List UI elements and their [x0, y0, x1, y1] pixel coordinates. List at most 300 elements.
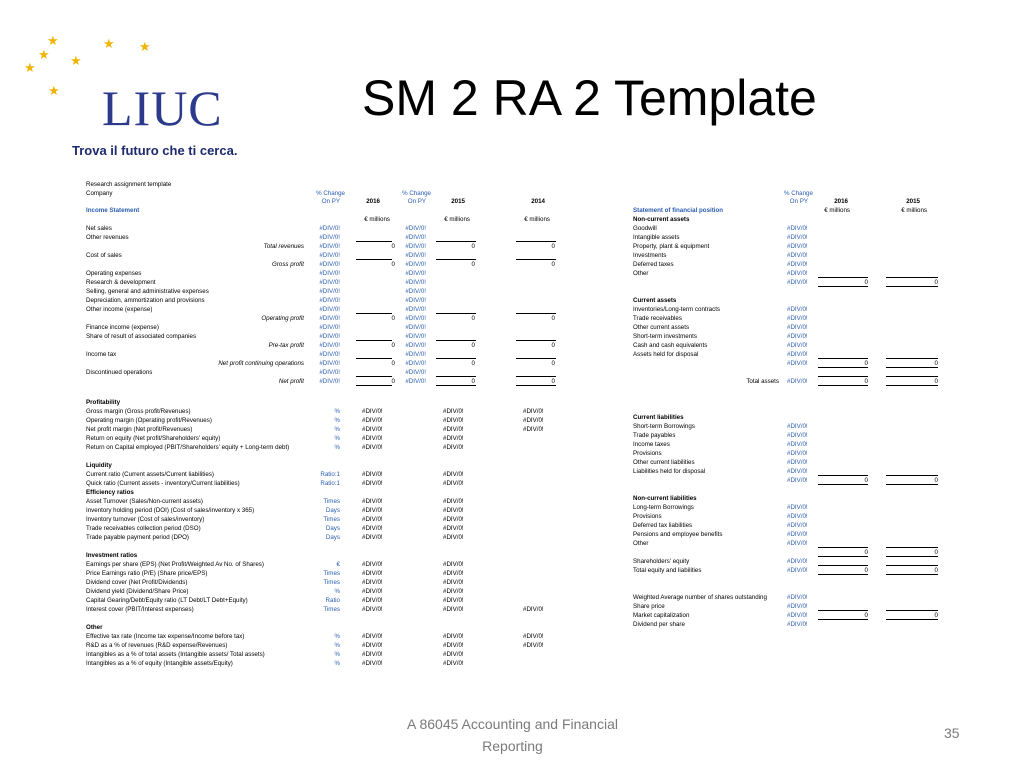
ratio-value-2015: #DIV/0! — [443, 534, 464, 541]
underline — [886, 286, 938, 287]
ratio-unit: Days — [325, 507, 340, 514]
underline — [516, 385, 556, 386]
pct-change-value: #DIV/0! — [319, 306, 340, 313]
underline — [886, 619, 938, 620]
underline — [818, 610, 868, 611]
ratio-unit: % — [334, 633, 340, 640]
underline — [886, 376, 938, 377]
ratio-value-2014: #DIV/0! — [523, 633, 544, 640]
pct-change-value: #DIV/0! — [319, 261, 340, 268]
ratio-label: Effective tax rate (Income tax expense/Income before tax) — [86, 633, 245, 640]
underline — [886, 574, 938, 575]
pct-change-value: #DIV/0! — [787, 378, 808, 385]
ratio-label: Net profit margin (Net profit/Revenues) — [86, 426, 193, 433]
balance-row-label: Investments — [633, 252, 667, 259]
ratio-unit: Days — [325, 525, 340, 532]
pct-change-value: #DIV/0! — [787, 252, 808, 259]
value-2016: 0 — [391, 378, 395, 385]
value-2016: 0 — [864, 279, 868, 286]
value-2015: 0 — [934, 477, 938, 484]
pct-change-value: #DIV/0! — [787, 468, 808, 475]
ratio-unit: Ratio:1 — [320, 480, 340, 487]
balance-row-label: Short-term Borrowings — [633, 423, 695, 430]
balance-row-label: Current liabilities — [633, 414, 684, 421]
on-py-header: On PY — [321, 198, 340, 205]
ratio-value-2015: #DIV/0! — [443, 561, 464, 568]
year-header: 2016 — [366, 198, 380, 205]
underline — [356, 385, 392, 386]
ratio-section-heading: Efficiency ratios — [86, 489, 134, 496]
ratio-value-2015: #DIV/0! — [443, 525, 464, 532]
balance-row-label: Goodwill — [633, 225, 657, 232]
ratio-value-2014: #DIV/0! — [523, 417, 544, 424]
pct-change-value: #DIV/0! — [405, 306, 426, 313]
pct-change-value: #DIV/0! — [405, 315, 426, 322]
pct-change-value: #DIV/0! — [787, 342, 808, 349]
pct-change-value: #DIV/0! — [787, 234, 808, 241]
ratio-value-2015: #DIV/0! — [443, 570, 464, 577]
star-icon: ★ — [47, 33, 59, 48]
underline — [436, 313, 476, 314]
year-header: 2015 — [451, 198, 465, 205]
value-2015: 0 — [471, 261, 475, 268]
pct-change-value: #DIV/0! — [405, 279, 426, 286]
pct-change-value: #DIV/0! — [405, 252, 426, 259]
ratio-label: Inventory holding period (DOI) (Cost of sales/inventory x 365) — [86, 507, 255, 514]
ratio-unit: % — [334, 660, 340, 667]
millions-label: € millions — [824, 207, 850, 214]
value-2014: 0 — [551, 342, 555, 349]
pct-change-value: #DIV/0! — [787, 243, 808, 250]
ratio-value-2016: #DIV/0! — [362, 660, 383, 667]
pct-change-value: #DIV/0! — [787, 306, 808, 313]
ratio-label: Quick ratio (Current assets - inventory/Current liabilities) — [86, 480, 240, 487]
value-2016: 0 — [391, 342, 395, 349]
ratio-unit: % — [334, 588, 340, 595]
ratio-value-2016: #DIV/0! — [362, 435, 383, 442]
underline — [886, 367, 938, 368]
logo-tagline: Trova il futuro che ti cerca. — [72, 143, 238, 158]
pct-change-value: #DIV/0! — [405, 351, 426, 358]
year-header: 2014 — [531, 198, 545, 205]
ratio-label: Price Earnings ratio (P/E) (Share price/EPS) — [86, 570, 208, 577]
income-total-label: Gross profit — [272, 261, 304, 268]
pct-change-value: #DIV/0! — [787, 324, 808, 331]
pct-change-value: #DIV/0! — [405, 261, 426, 268]
underline — [886, 565, 938, 566]
underline — [516, 358, 556, 359]
pct-change-value: #DIV/0! — [319, 225, 340, 232]
ratio-unit: Times — [323, 570, 340, 577]
ratio-value-2015: #DIV/0! — [443, 480, 464, 487]
ratio-value-2015: #DIV/0! — [443, 516, 464, 523]
income-row-label: Finance income (expense) — [86, 324, 159, 331]
ratio-label: R&D as a % of revenues (R&D expense/Revenues) — [86, 642, 228, 649]
pct-change-value: #DIV/0! — [787, 450, 808, 457]
underline — [818, 367, 868, 368]
ratio-label: Gross margin (Gross profit/Revenues) — [86, 408, 191, 415]
ratio-value-2016: #DIV/0! — [362, 570, 383, 577]
pct-change-value: #DIV/0! — [319, 333, 340, 340]
balance-row-label: Total equity and liabilities — [633, 567, 702, 574]
pct-change-value: #DIV/0! — [787, 558, 808, 565]
pct-change-value: #DIV/0! — [319, 324, 340, 331]
pct-change-value: #DIV/0! — [787, 225, 808, 232]
pct-change-value: #DIV/0! — [405, 369, 426, 376]
on-py-header: On PY — [407, 198, 426, 205]
underline — [818, 619, 868, 620]
value-2016: 0 — [864, 378, 868, 385]
ratio-label: Trade payable payment period (DPO) — [86, 534, 189, 541]
pct-change-value: #DIV/0! — [787, 351, 808, 358]
pct-change-value: #DIV/0! — [319, 234, 340, 241]
slide-title: SM 2 RA 2 Template — [362, 70, 817, 126]
income-row-label: Other revenues — [86, 234, 129, 241]
income-row-label: Operating expenses — [86, 270, 142, 277]
balance-row-label: Other current liabilities — [633, 459, 695, 466]
balance-row-label: Provisions — [633, 513, 662, 520]
pct-change-value: #DIV/0! — [787, 333, 808, 340]
pct-change-value: #DIV/0! — [319, 243, 340, 250]
value-2015: 0 — [934, 378, 938, 385]
value-2016: 0 — [864, 477, 868, 484]
income-statement-heading: Income Statement — [86, 207, 140, 214]
value-2015: 0 — [934, 612, 938, 619]
ratio-value-2014: #DIV/0! — [523, 606, 544, 613]
star-icon: ★ — [139, 39, 151, 54]
pct-change-value: #DIV/0! — [405, 270, 426, 277]
ratio-label: Earnings per share (EPS) (Net Profit/Weighted Av No. of Shares) — [86, 561, 264, 568]
value-2014: 0 — [551, 243, 555, 250]
pct-change-value: #DIV/0! — [787, 279, 808, 286]
balance-row-label: Provisions — [633, 450, 662, 457]
ratio-unit: Times — [323, 579, 340, 586]
ratio-value-2016: #DIV/0! — [362, 579, 383, 586]
pct-change-header: % Change — [316, 190, 345, 197]
pct-change-value: #DIV/0! — [319, 288, 340, 295]
balance-row-label: Other — [633, 540, 649, 547]
underline — [436, 259, 476, 260]
balance-row-label: Market capitalization — [633, 612, 690, 619]
value-2016: 0 — [391, 360, 395, 367]
pct-change-value: #DIV/0! — [319, 252, 340, 259]
ratio-label: Intangibles as a % of total assets (Intangible assets/ Total assets) — [86, 651, 265, 658]
pct-change-value: #DIV/0! — [319, 369, 340, 376]
balance-row-label: Share price — [633, 603, 665, 610]
income-row-label: Cost of sales — [86, 252, 122, 259]
ratio-value-2016: #DIV/0! — [362, 597, 383, 604]
pct-change-value: #DIV/0! — [319, 297, 340, 304]
value-2015: 0 — [934, 567, 938, 574]
pct-change-value: #DIV/0! — [787, 459, 808, 466]
underline — [436, 340, 476, 341]
ratio-value-2016: #DIV/0! — [362, 408, 383, 415]
underline — [818, 376, 868, 377]
underline — [886, 385, 938, 386]
value-2015: 0 — [471, 315, 475, 322]
pct-change-value: #DIV/0! — [787, 504, 808, 511]
income-total-label: Operating profit — [261, 315, 304, 322]
ratio-label: Intangibles as a % of equity (Intangible assets/Equity) — [86, 660, 233, 667]
ratio-unit: Times — [323, 516, 340, 523]
balance-row-label: Other — [633, 270, 649, 277]
balance-row-label: Current assets — [633, 297, 677, 304]
income-row-label: Income tax — [86, 351, 117, 358]
income-total-label: Total revenues — [263, 243, 304, 250]
ratio-value-2016: #DIV/0! — [362, 417, 383, 424]
ratio-value-2015: #DIV/0! — [443, 651, 464, 658]
star-icon: ★ — [38, 47, 50, 62]
ratio-value-2016: #DIV/0! — [362, 534, 383, 541]
underline — [818, 556, 868, 557]
ratio-value-2015: #DIV/0! — [443, 426, 464, 433]
value-2015: 0 — [471, 342, 475, 349]
ratio-value-2014: #DIV/0! — [523, 642, 544, 649]
pct-change-value: #DIV/0! — [405, 378, 426, 385]
balance-row-label: Property, plant & equipment — [633, 243, 710, 250]
ratio-value-2016: #DIV/0! — [362, 516, 383, 523]
value-2015: 0 — [471, 243, 475, 250]
value-2016: 0 — [391, 315, 395, 322]
value-2016: 0 — [864, 567, 868, 574]
logo-wordmark: LIUC — [102, 80, 223, 136]
ratio-value-2016: #DIV/0! — [362, 633, 383, 640]
income-row-label: Research & development — [86, 279, 156, 286]
balance-row-label: Inventories/Long-term contracts — [633, 306, 721, 313]
millions-label: € millions — [901, 207, 927, 214]
value-2014: 0 — [551, 360, 555, 367]
year-header: 2016 — [834, 198, 848, 205]
ratio-value-2014: #DIV/0! — [523, 426, 544, 433]
income-row-label: Net sales — [86, 225, 112, 232]
underline — [516, 340, 556, 341]
underline — [886, 358, 938, 359]
pct-change-value: #DIV/0! — [405, 333, 426, 340]
balance-row-label: Trade payables — [633, 432, 676, 439]
ratio-label: Return on equity (Net profit/Shareholders' equity) — [86, 435, 221, 442]
ratio-unit: Times — [323, 498, 340, 505]
underline — [886, 556, 938, 557]
balance-row-label: Trade receivables — [633, 315, 682, 322]
ratio-unit: % — [334, 408, 340, 415]
pct-change-value: #DIV/0! — [319, 342, 340, 349]
ratio-value-2015: #DIV/0! — [443, 444, 464, 451]
ratio-value-2016: #DIV/0! — [362, 588, 383, 595]
underline — [886, 484, 938, 485]
pct-change-value: #DIV/0! — [405, 342, 426, 349]
underline — [886, 610, 938, 611]
pct-change-value: #DIV/0! — [787, 531, 808, 538]
ratio-label: Inventory turnover (Cost of sales/inventory) — [86, 516, 205, 523]
pct-change-value: #DIV/0! — [787, 423, 808, 430]
star-icon: ★ — [48, 83, 60, 98]
pct-change-value: #DIV/0! — [405, 324, 426, 331]
pct-change-value: #DIV/0! — [787, 522, 808, 529]
underline — [516, 241, 556, 242]
ratio-value-2015: #DIV/0! — [443, 642, 464, 649]
value-2015: 0 — [471, 360, 475, 367]
ratio-label: Return on Capital employed (PBIT/Shareholders' equity + Long-term debt) — [86, 444, 290, 451]
underline — [818, 277, 868, 278]
ratio-value-2015: #DIV/0! — [443, 471, 464, 478]
income-total-label: Pre-tax profit — [268, 342, 304, 349]
ratio-unit: % — [334, 417, 340, 424]
underline — [818, 484, 868, 485]
ratio-label: Dividend yield (Dividend/Share Price) — [86, 588, 189, 595]
ratio-value-2016: #DIV/0! — [362, 561, 383, 568]
value-2016: 0 — [864, 549, 868, 556]
ratio-value-2015: #DIV/0! — [443, 435, 464, 442]
sheet-title: Research assignment template — [86, 181, 172, 188]
ratio-section-heading: Liquidity — [86, 462, 112, 469]
ratio-value-2016: #DIV/0! — [362, 426, 383, 433]
ratio-value-2016: #DIV/0! — [362, 480, 383, 487]
on-py-header: On PY — [789, 198, 808, 205]
value-2015: 0 — [934, 549, 938, 556]
pct-change-value: #DIV/0! — [787, 315, 808, 322]
ratio-section-heading: Other — [86, 624, 103, 631]
value-2014: 0 — [551, 378, 555, 385]
ratio-unit: % — [334, 426, 340, 433]
ratio-value-2015: #DIV/0! — [443, 588, 464, 595]
underline — [818, 574, 868, 575]
pct-change-value: #DIV/0! — [319, 315, 340, 322]
underline — [886, 475, 938, 476]
pct-change-value: #DIV/0! — [405, 234, 426, 241]
underline — [886, 547, 938, 548]
underline — [436, 385, 476, 386]
pct-change-value: #DIV/0! — [319, 360, 340, 367]
balance-total-label: Total assets — [746, 378, 779, 385]
value-2015: 0 — [934, 279, 938, 286]
ratio-value-2015: #DIV/0! — [443, 660, 464, 667]
ratio-value-2015: #DIV/0! — [443, 606, 464, 613]
value-2016: 0 — [391, 261, 395, 268]
value-2014: 0 — [551, 261, 555, 268]
pct-change-value: #DIV/0! — [787, 513, 808, 520]
pct-change-value: #DIV/0! — [319, 270, 340, 277]
ratio-value-2016: #DIV/0! — [362, 651, 383, 658]
balance-row-label: Weighted Average number of shares outstanding — [633, 594, 767, 601]
income-total-label: Net profit — [278, 378, 304, 385]
ratio-value-2016: #DIV/0! — [362, 606, 383, 613]
ratio-label: Operating margin (Operating profit/Revenues) — [86, 417, 212, 424]
ratio-unit: Ratio:1 — [320, 471, 340, 478]
ratio-label: Capital Gearing/Debt/Equity ratio (LT Debt/LT Debt+Equity) — [86, 597, 248, 604]
ratio-value-2016: #DIV/0! — [362, 507, 383, 514]
balance-row-label: Assets held for disposal — [633, 351, 699, 358]
balance-row-label: Intangible assets — [633, 234, 680, 241]
ratio-value-2015: #DIV/0! — [443, 408, 464, 415]
pct-change-value: #DIV/0! — [787, 612, 808, 619]
balance-row-label: Deferred tax liabilities — [633, 522, 693, 529]
balance-sheet-heading: Statement of financial position — [633, 207, 724, 214]
ratio-unit: % — [334, 444, 340, 451]
balance-row-label: Other current assets — [633, 324, 690, 331]
pct-change-value: #DIV/0! — [787, 270, 808, 277]
income-row-label: Depreciation, ammortization and provisions — [86, 297, 205, 304]
pct-change-value: #DIV/0! — [787, 261, 808, 268]
company-label: Company — [86, 190, 113, 197]
ratio-value-2016: #DIV/0! — [362, 444, 383, 451]
pct-change-value: #DIV/0! — [787, 621, 808, 628]
pct-change-value: #DIV/0! — [787, 567, 808, 574]
income-row-label: Share of result of associated companies — [86, 333, 197, 340]
underline — [818, 385, 868, 386]
underline — [516, 313, 556, 314]
pct-change-value: #DIV/0! — [787, 603, 808, 610]
income-row-label: Selling, general and administrative expenses — [86, 288, 209, 295]
value-2015: 0 — [471, 378, 475, 385]
balance-row-label: Income taxes — [633, 441, 670, 448]
pct-change-value: #DIV/0! — [319, 378, 340, 385]
pct-change-header: % Change — [402, 190, 431, 197]
ratio-value-2016: #DIV/0! — [362, 471, 383, 478]
underline — [818, 475, 868, 476]
balance-row-label: Pensions and employee benefits — [633, 531, 723, 538]
underline — [436, 358, 476, 359]
underline — [516, 376, 556, 377]
income-row-label: Discontinued operations — [86, 369, 153, 376]
footer-course: A 86045 Accounting and Financial Reporting — [407, 716, 618, 754]
pct-change-value: #DIV/0! — [787, 360, 808, 367]
ratio-label: Trade receivables collection period (DSO) — [86, 525, 201, 532]
ratio-unit: Times — [323, 606, 340, 613]
ratio-value-2016: #DIV/0! — [362, 642, 383, 649]
pct-change-value: #DIV/0! — [787, 540, 808, 547]
balance-row-label: Deferred taxes — [633, 261, 674, 268]
balance-row-label: Non-current liabilities — [633, 495, 697, 502]
underline — [818, 358, 868, 359]
balance-row-label: Long-term Borrowings — [633, 504, 694, 511]
balance-row-label: Shareholders' equity — [633, 558, 690, 565]
value-2016: 0 — [391, 243, 395, 250]
ratio-unit: € — [336, 561, 340, 568]
value-2016: 0 — [864, 360, 868, 367]
balance-row-label: Short-term investments — [633, 333, 697, 340]
ratio-label: Asset Turnover (Sales/Non-current assets) — [86, 498, 203, 505]
star-icon: ★ — [70, 53, 82, 68]
millions-label: € millions — [364, 216, 390, 223]
ratio-section-heading: Investment ratios — [86, 552, 138, 559]
balance-row-label: Dividend per share — [633, 621, 685, 628]
ratio-value-2016: #DIV/0! — [362, 525, 383, 532]
ratio-unit: Days — [325, 534, 340, 541]
ratio-unit: % — [334, 435, 340, 442]
ratio-unit: % — [334, 651, 340, 658]
balance-row-label: Cash and cash equivalents — [633, 342, 708, 349]
ratio-label: Dividend cover (Net Profit/Dividends) — [86, 579, 188, 586]
pct-change-value: #DIV/0! — [787, 441, 808, 448]
ratio-unit: Ratio — [325, 597, 340, 604]
ratio-value-2015: #DIV/0! — [443, 597, 464, 604]
ratio-section-heading: Profitability — [86, 399, 121, 406]
value-2015: 0 — [934, 360, 938, 367]
pct-change-value: #DIV/0! — [787, 432, 808, 439]
pct-change-value: #DIV/0! — [319, 279, 340, 286]
ratio-value-2014: #DIV/0! — [523, 408, 544, 415]
pct-change-value: #DIV/0! — [787, 594, 808, 601]
income-total-label: Net profit continuing operations — [218, 360, 304, 367]
pct-change-value: #DIV/0! — [319, 351, 340, 358]
underline — [818, 286, 868, 287]
pct-change-value: #DIV/0! — [405, 360, 426, 367]
pct-change-value: #DIV/0! — [405, 243, 426, 250]
ratio-label: Interest cover (PBIT/Interest expenses) — [86, 606, 194, 613]
star-icon: ★ — [103, 36, 115, 51]
pct-change-value: #DIV/0! — [405, 225, 426, 232]
balance-row-label: Non-current assets — [633, 216, 690, 223]
